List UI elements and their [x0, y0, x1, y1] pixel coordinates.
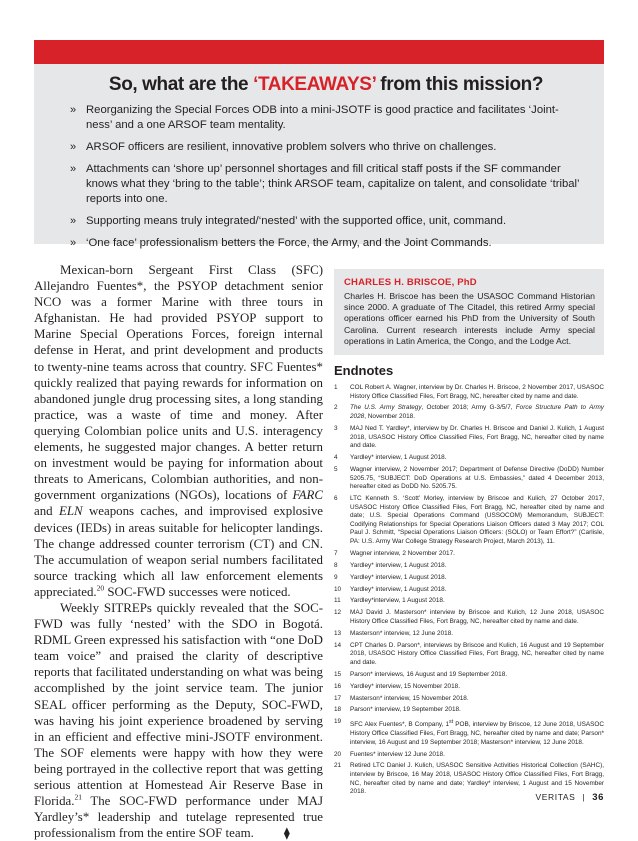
endnote: 21 Retired LTC Daniel J. Kulich, USASOC Sensitive Activities Historical Collection (SAHC), interview by Briscoe, 16 May 2018, USASOC History Office Classified Files, Fort Bragg, NC, hereafter cited by name and date; Yardley* interview, 1 August and 15 November 2018.: [334, 762, 604, 796]
endnote: 12 MAJ David J. Masterson* interview by Briscoe and Kulich, 12 June 2018, USASOC History Office Classified Files, Fort Bragg, NC, hereafter cited by name and date.: [334, 609, 604, 625]
takeaways-list: [70, 103, 582, 251]
article-body: [34, 262, 323, 841]
header-red-bar: [34, 40, 604, 64]
takeaway-item: » Reorganizing the Special Forces ODB into a mini-JSOTF is good practice and facilitates ‘Joint-ness’ and a one ARSOF team mentality.: [70, 104, 559, 131]
endnote: 3 MAJ Ned T. Yardley*, interview by Dr. Charles H. Briscoe and Daniel J. Kulich, 1 August 2018, USASOC History Office Classified Files, Fort Bragg, NC, hereafter cited by name and date.: [334, 424, 604, 450]
footer-separator: |: [582, 792, 586, 802]
footnote-ref: 21: [74, 792, 82, 802]
endnotes-section: [334, 363, 604, 800]
endnotes-title: Endnotes: [334, 363, 394, 378]
takeaway-item: » Supporting means truly integrated/‘nested’ with the supported office, unit, command.: [70, 215, 507, 227]
endnote: 18 Parson* interview, 19 September 2018.: [334, 706, 461, 714]
chevron-bullet-icon: »: [70, 141, 77, 153]
footnote-ref: 20: [96, 583, 105, 593]
endnote: 9 Yardley* interview, 1 August 2018.: [334, 573, 447, 581]
endnote: 20 Fuentes* interview 12 June 2018.: [334, 750, 445, 758]
endnote: 2 The U.S. Army Strategy, October 2018; Army G-3/5/7, Force Structure Path to Army 2028, November 2018.: [334, 404, 604, 421]
author-bio-box: [334, 269, 604, 355]
endnote: 13 Masterson* interview, 12 June 2018.: [334, 629, 454, 637]
chevron-bullet-icon: »: [70, 104, 77, 116]
endnote: 14 CPT Charles D. Parson*, interviews by Briscoe and Kulich, 16 August and 19 September 2018, USASOC History Office Classified Files, Fort Bragg, NC, hereafter cited by name and date.: [334, 641, 604, 666]
magazine-name: VERITAS: [535, 792, 576, 802]
endnote: 5 Wagner interview, 2 November 2017; Department of Defense Directive (DoDD) Number 5205.75, “SUBJECT: DoD Operations at U.S. Embassies,” dated 4 December 2013, hereafter cited as DoDD No. 5205.75.: [334, 465, 604, 491]
chevron-bullet-icon: »: [70, 215, 77, 227]
author-name: CHARLES H. BRISCOE, PhD: [344, 277, 477, 288]
page-number: 36: [592, 792, 604, 803]
endnote: 4 Yardley* interview, 1 August 2018.: [334, 454, 447, 462]
takeaway-item: » Attachments can ‘shore up’ personnel shortages and fill critical staff posts if the SF commander knows what they ‘bring to the table’; think ARSOF team, capitalize on talent, and consolidate ‘tribal’ reports into one.: [70, 163, 580, 205]
endnote: 10 Yardley* interview, 1 August 2018.: [334, 585, 447, 593]
takeaways-heading: So, what are the ‘TAKEAWAYS’ from this mission?: [108, 74, 544, 95]
chevron-bullet-icon: »: [70, 237, 77, 249]
body-paragraph: Weekly SITREPs quickly revealed that the SOC-FWD was fully ‘nested’ with the SDO in Bogotá. RDML Green expressed his satisfaction with “one DoD team voice” and praised the clarity of descriptive reports that facilitated understanding on what was being accomplished by the joint service team. The junior SEAL officer performing as the Deputy, SOC-FWD, was having his joint experience broadened by serving in an efficient and effective mini-JSOTF environment. The SOF elements were happy with how they were being portrayed in the collective report that was getting serious attention at Homestead Air Reserve Base in Florida.$^{21}$ The SOC-FWD performance under MAJ Yardley’s* leadership and tutelage represented true professionalism from the entire SOF team. ⧫: [34, 600, 323, 841]
endnote: 7 Wagner interview, 2 November 2017.: [334, 549, 455, 557]
body-paragraph: Mexican-born Sergeant First Class (SFC) Allejandro Fuentes*, the PSYOP detachment senior NCO was a former Marine with three tours in Afghanistan. He had provided PSYOP support to Marine Special Operations Forces, foreign internal defense in Herat, and print development and products to twenty-nine teams across that country. SFC Fuentes* quickly realized that paying rewards for information on abandoned jungle drug processing sites, a long standing practice, was a waste of time and money. After querying Colombian police units and U.S. interagency elements, he suggested major changes. A better return on investment would be paying for information about threats to Americans, Colombian authorities, and non-government organizations (NGOs), locations of FARC and ELN weapons caches, and improvised explosive devices (IEDs) in areas suitable for helicopter landings. The change addressed counter terrorism (CT) and CN. The accumulation of weapon serial numbers facilitated source tracking which all law enforcement elements appreciated.$^{20}$ SOC-FWD successes were noticed.: [34, 263, 323, 599]
chevron-bullet-icon: »: [70, 163, 77, 175]
author-bio-text: Charles H. Briscoe has been the USASOC Command Historian since 2000. A graduate of The Citadel, this retired Army special operations officer earned his PhD from the University of South Carolina. Current research interests include Army special operations in Latin America, the Congo, and the Lodge Act.: [344, 291, 595, 346]
endnote: 1 COL Robert A. Wagner, interview by Dr. Charles H. Briscoe, 2 November 2017, USASOC History Office Classified Files, Fort Bragg, NC, hereafter cited by name and date.: [334, 384, 604, 400]
endnote: 6 LTC Kenneth S. ‘Scott’ Morley, interview by Briscoe and Kulich, 27 October 2017, USASOC History Office Classified Files, Fort Bragg, NC, hereafter cited by name and date; U.S. Special Operations Command (USSOCOM) Memorandum, SUBJECT: Codifying Relationships for Special Operations Liaison Officers dated 3 May 2017; COL Paul J. Schmitt, “Special Operations Liaison Officers: (SOLO) or Team Effort?” (Carlisle, PA: U.S. Army War College Strategy Research Project, March 2013), 11.: [334, 495, 604, 545]
endnote: 17 Masterson* interview, 15 November 2018.: [334, 694, 469, 702]
endnote: 11 Yardley*interview, 1 August 2018.: [334, 597, 445, 605]
endnote: 19 SFC Alex Fuentes*, B Company, 1st POB, interview by Briscoe, 12 June 2018, USASOC History Office Classified Files, Fort Bragg, NC, hereafter cited by name and date; Parson* interview, 16 August and 19 September 2018; Masterson* interview, 12 June 2018.: [334, 718, 604, 746]
takeaway-item: » ‘One face’ professionalism betters the Force, the Army, and the Joint Commands.: [70, 237, 492, 249]
endnote: 8 Yardley* interview, 1 August 2018.: [334, 561, 447, 569]
end-of-article-icon: ⧫: [283, 826, 290, 841]
endnote: 15 Parson* interviews, 16 August and 19 September 2018.: [334, 670, 508, 678]
page-footer: [535, 792, 604, 803]
takeaways-heading-accent: ‘TAKEAWAYS’: [253, 74, 376, 95]
takeaway-item: » ARSOF officers are resilient, innovative problem solvers who thrive on challenges.: [70, 141, 497, 153]
endnote: 16 Yardley* interview, 15 November 2018.: [334, 682, 461, 690]
takeaways-box: [34, 64, 604, 249]
